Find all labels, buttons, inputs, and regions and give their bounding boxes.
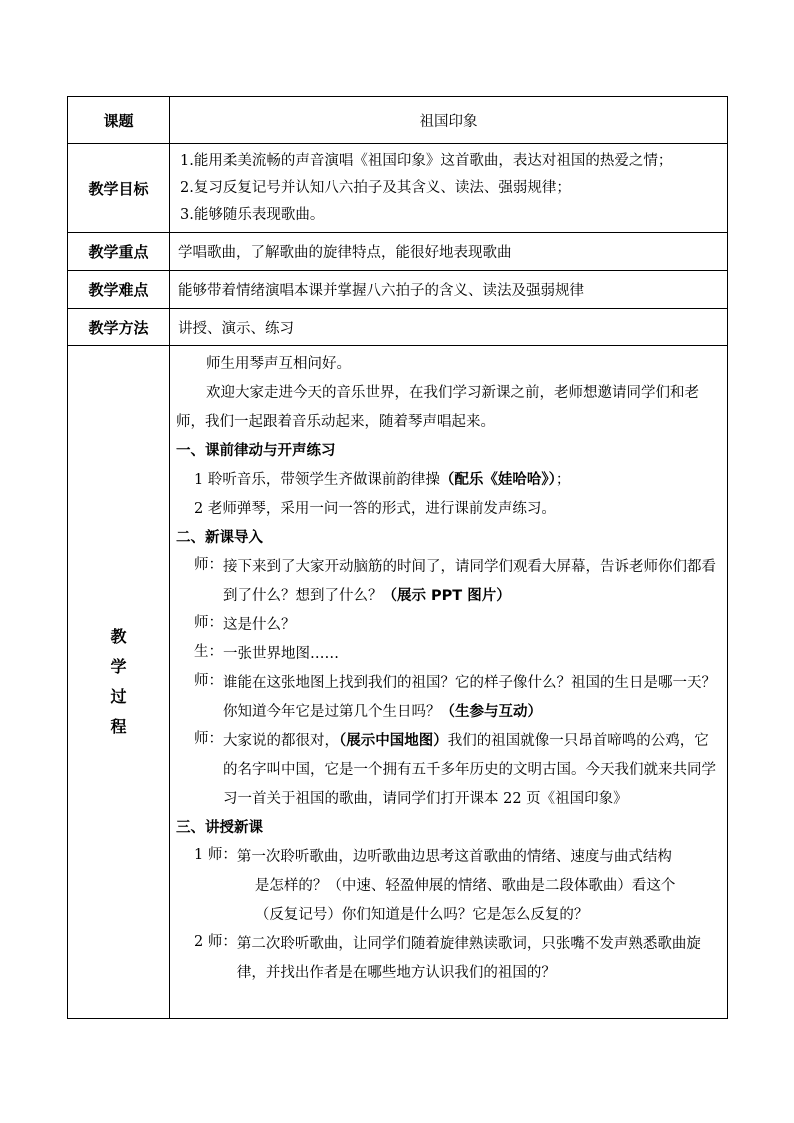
goals-list <box>170 144 728 233</box>
bold-note: （配乐《娃哈哈》） <box>439 472 556 488</box>
goal-item: 2.复习反复记号并认知八六拍子及其含义、读法、强弱规律； <box>180 179 571 196</box>
row-goals <box>68 144 728 233</box>
speaker: 师： <box>194 673 223 689</box>
lesson-plan-page <box>67 96 727 1019</box>
row-process <box>68 346 728 1019</box>
row-method <box>68 309 728 346</box>
key-points-label: 教学重点 <box>68 233 170 271</box>
speaker: 师： <box>194 557 223 573</box>
dialogue-line: 师： 这是什么？ <box>176 611 719 640</box>
section-title: 三、讲授新课 <box>176 820 263 836</box>
section-title: 二、新课导入 <box>176 530 263 546</box>
list-item: 1 聆听音乐，带领学生齐做课前韵律操（配乐《娃哈哈》）； <box>194 472 571 488</box>
intro-greeting: 师生用琴声互相问好。 <box>206 356 351 372</box>
dialogue-line: 师： 接下来到了大家开动脑筋的时间了，请同学们观看大屏幕，告诉老师你们都看到了什么？想到了什么？（展示 PPT 图片） <box>176 553 719 611</box>
method-label: 教学方法 <box>68 309 170 346</box>
process-label <box>68 346 170 1019</box>
process-label-char: 教 <box>110 627 127 646</box>
speaker: 生： <box>194 644 223 660</box>
bold-note: （展示中国地图） <box>339 733 448 749</box>
dialogue-line: 师： 谁能在这张地图上找到我们的祖国？它的样子像什么？祖国的生日是哪一天？你知道今年它是过第几个生日吗？（生参与互动） <box>176 669 719 727</box>
bold-note: （展示 PPT 图片） <box>382 588 511 604</box>
bold-note: （生参与互动） <box>440 704 542 720</box>
item-prefix: 1 师： <box>194 847 237 863</box>
section-title: 一、课前律动与开声练习 <box>176 443 336 459</box>
difficulty-value: 能够带着情绪演唱本课并掌握八六拍子的含义、读法及强弱规律 <box>170 271 728 309</box>
dialogue-line: 师： 大家说的都很对，（展示中国地图）我们的祖国就像一只昂首啼鸣的公鸡，它的名字叫中国，它是一个拥有五千多年历史的文明古国。今天我们就来共同学习一首关于祖国的歌曲，请同学们打开课本 22 页《祖国印象》 <box>176 727 719 814</box>
intro-welcome: 欢迎大家走进今天的音乐世界，在我们学习新课之前，老师想邀请同学们和老师，我们一起跟着音乐动起来，随着琴声唱起来。 <box>176 385 699 430</box>
dialogue-line: 生： 一张世界地图…… <box>176 640 719 669</box>
speaker: 师： <box>194 731 223 747</box>
method-value: 讲授、演示、练习 <box>170 309 728 346</box>
numbered-item: 1 师： 第一次聆听歌曲，边听歌曲边思考这首歌曲的情绪、速度与曲式结构 是怎样的？（中速、轻盈伸展的情绪、歌曲是二段体歌曲）看这个 （反复记号）你们知道是什么吗？它是怎么反复的？ <box>176 843 719 930</box>
numbered-item: 2 师： 第二次聆听歌曲，让同学们随着旋律熟读歌词，只张嘴不发声熟悉歌曲旋律，并找出作者是在哪些地方认识我们的祖国的？ <box>176 930 719 988</box>
row-key-points <box>68 233 728 271</box>
topic-label: 课题 <box>68 97 170 144</box>
process-label-char: 过 <box>110 687 127 706</box>
key-points-value: 学唱歌曲，了解歌曲的旋律特点，能很好地表现歌曲 <box>170 233 728 271</box>
row-difficulty <box>68 271 728 309</box>
item-prefix: 2 师： <box>194 934 237 950</box>
speaker: 师： <box>194 615 223 631</box>
goal-item: 1.能用柔美流畅的声音演唱《祖国印象》这首歌曲，表达对祖国的热爱之情； <box>180 152 673 169</box>
process-content <box>170 346 728 1019</box>
goal-item: 3.能够随乐表现歌曲。 <box>180 206 325 223</box>
goals-label: 教学目标 <box>68 144 170 233</box>
list-item: 2 老师弹琴，采用一问一答的形式，进行课前发声练习。 <box>194 501 556 517</box>
difficulty-label: 教学难点 <box>68 271 170 309</box>
topic-value: 祖国印象 <box>170 97 728 144</box>
lesson-plan-table <box>67 96 728 1019</box>
process-label-char: 学 <box>110 657 127 676</box>
process-label-char: 程 <box>110 717 127 736</box>
row-topic <box>68 97 728 144</box>
